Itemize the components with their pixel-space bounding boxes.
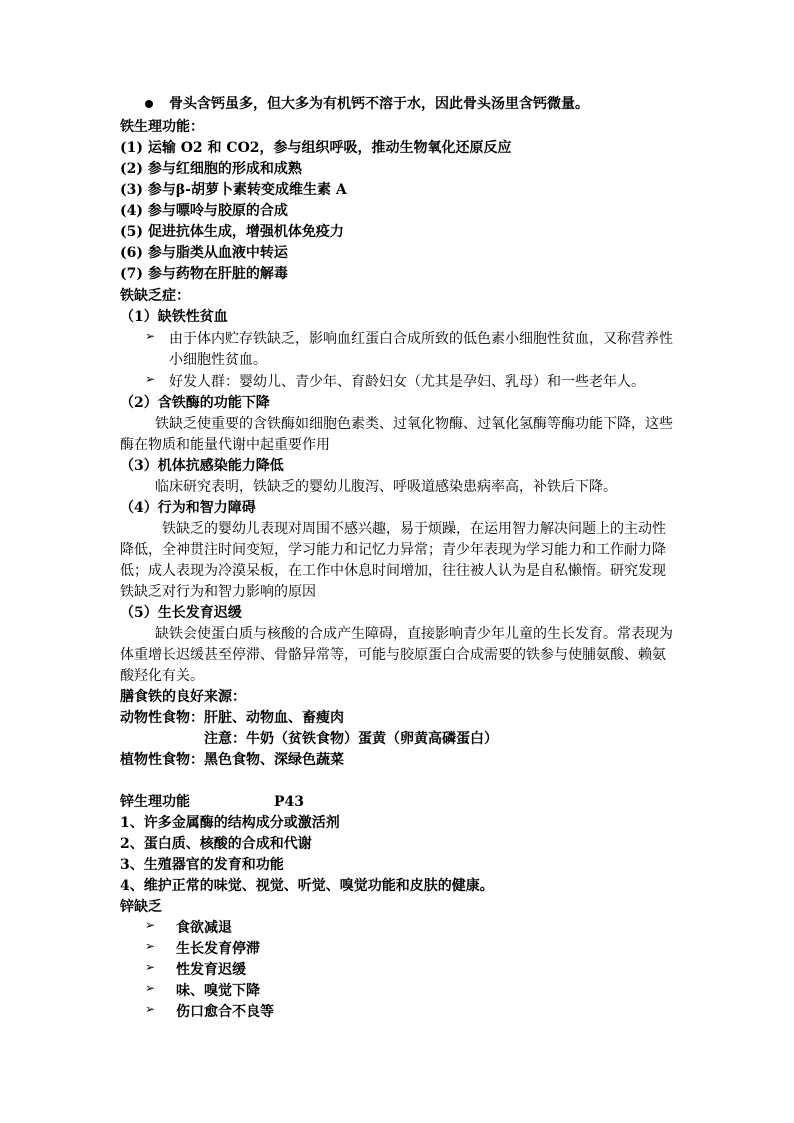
- animal-food-sources: 动物性食物：肝脏、动物血、畜瘦肉: [120, 710, 344, 726]
- zinc-deficiency-item: 食欲减退: [176, 920, 232, 936]
- zinc-function-item: 1、许多金属酶的结构成分或激活剂: [120, 815, 340, 831]
- behavior-text: 低；成人表现为冷漠呆板，在工作中休息时间增加，往往被人认为是自私懒惰。研究发现: [120, 563, 666, 579]
- iron-function-item: (6) 参与脂类从血液中转运: [120, 245, 288, 261]
- zinc-function-item: 3、生殖器官的发育和功能: [120, 857, 284, 873]
- behavior-text: 铁缺乏对行为和智力影响的原因: [120, 584, 316, 600]
- anemia-definition-text: 小细胞性贫血。: [169, 352, 267, 368]
- zinc-deficiency-heading: 锌缺乏: [120, 899, 162, 915]
- behavior-text: 铁缺乏的婴幼儿表现对周围不感兴趣，易于烦躁，在运用智力解决问题上的主动性: [162, 521, 666, 537]
- zinc-deficiency-item: 生长发育停滞: [176, 941, 260, 957]
- page-reference: P43: [274, 794, 305, 810]
- iron-deficiency-heading: 铁缺乏症：: [120, 288, 190, 304]
- arrow-bullet-icon: ➢: [145, 1002, 156, 1016]
- arrow-bullet-icon: ➢: [145, 329, 156, 343]
- zinc-deficiency-item: 性发育迟缓: [176, 962, 246, 978]
- iron-function-item: (1) 运输 O2 和 CO2，参与组织呼吸，推动生物氧化还原反应: [120, 140, 512, 156]
- arrow-bullet-icon: ➢: [145, 372, 156, 386]
- plant-food-sources: 植物性食物：黑色食物、深绿色蔬菜: [120, 752, 344, 768]
- zinc-deficiency-item: 味、嗅觉下降: [176, 983, 260, 999]
- growth-text: 酸羟化有关。: [120, 668, 204, 684]
- growth-text: 缺铁会使蛋白质与核酸的合成产生障碍，直接影响青少年儿童的生长发育。常表现为: [155, 626, 673, 642]
- round-bullet-icon: [145, 100, 153, 108]
- iron-function-item: (5) 促进抗体生成，增强机体免疫力: [120, 224, 344, 240]
- anemia-definition-text: 由于体内贮存铁缺乏，影响血红蛋白合成所致的低色素小细胞性贫血，又称营养性: [169, 331, 673, 347]
- arrow-bullet-icon: ➢: [145, 939, 156, 953]
- section-title-anemia: （1）缺铁性贫血: [120, 309, 228, 325]
- zinc-function-heading: 锌生理功能: [120, 794, 190, 810]
- arrow-bullet-icon: ➢: [145, 960, 156, 974]
- iron-function-item: (7) 参与药物在肝脏的解毒: [120, 266, 288, 282]
- iron-sources-heading: 膳食铁的良好来源：: [120, 689, 246, 705]
- iron-function-item: (4) 参与嘌呤与胶原的合成: [120, 203, 288, 219]
- zinc-deficiency-item: 伤口愈合不良等: [176, 1004, 274, 1020]
- section-title-enzyme: （2）含铁酶的功能下降: [120, 395, 270, 411]
- high-risk-groups-text: 好发人群：婴幼儿、青少年、育龄妇女（尤其是孕妇、乳母）和一些老年人。: [169, 374, 645, 390]
- iron-function-heading: 铁生理功能：: [120, 119, 204, 135]
- zinc-function-item: 2、蛋白质、核酸的合成和代谢: [120, 836, 312, 852]
- enzyme-text: 酶在物质和能量代谢中起重要作用: [120, 437, 330, 453]
- section-title-immunity: （3）机体抗感染能力降低: [120, 458, 284, 474]
- immunity-text: 临床研究表明，铁缺乏的婴幼儿腹泻、呼吸道感染患病率高，补铁后下降。: [155, 479, 617, 495]
- growth-text: 体重增长迟缓甚至停滞、骨骼异常等，可能与胶原蛋白合成需要的铁参与使脯氨酸、赖氨: [120, 647, 666, 663]
- enzyme-text: 铁缺乏使重要的含铁酶如细胞色素类、过氧化物酶、过氧化氢酶等酶功能下降，这些: [155, 416, 673, 432]
- arrow-bullet-icon: ➢: [145, 981, 156, 995]
- arrow-bullet-icon: ➢: [145, 918, 156, 932]
- iron-function-item: (3) 参与β-胡萝卜素转变成维生素 A: [120, 182, 347, 198]
- iron-function-item: (2) 参与红细胞的形成和成熟: [120, 161, 302, 177]
- sources-note: 注意：牛奶（贫铁食物）蛋黄（卵黄高磷蛋白）: [204, 731, 498, 747]
- section-title-growth: （5）生长发育迟缓: [120, 605, 242, 621]
- zinc-function-item: 4、维护正常的味觉、视觉、听觉、嗅觉功能和皮肤的健康。: [120, 878, 494, 894]
- section-title-behavior: （4）行为和智力障碍: [120, 500, 256, 516]
- behavior-text: 降低，全神贯注时间变短，学习能力和记忆力异常；青少年表现为学习能力和工作耐力降: [120, 542, 666, 558]
- intro-bullet-text: 骨头含钙虽多，但大多为有机钙不溶于水，因此骨头汤里含钙微量。: [169, 96, 589, 112]
